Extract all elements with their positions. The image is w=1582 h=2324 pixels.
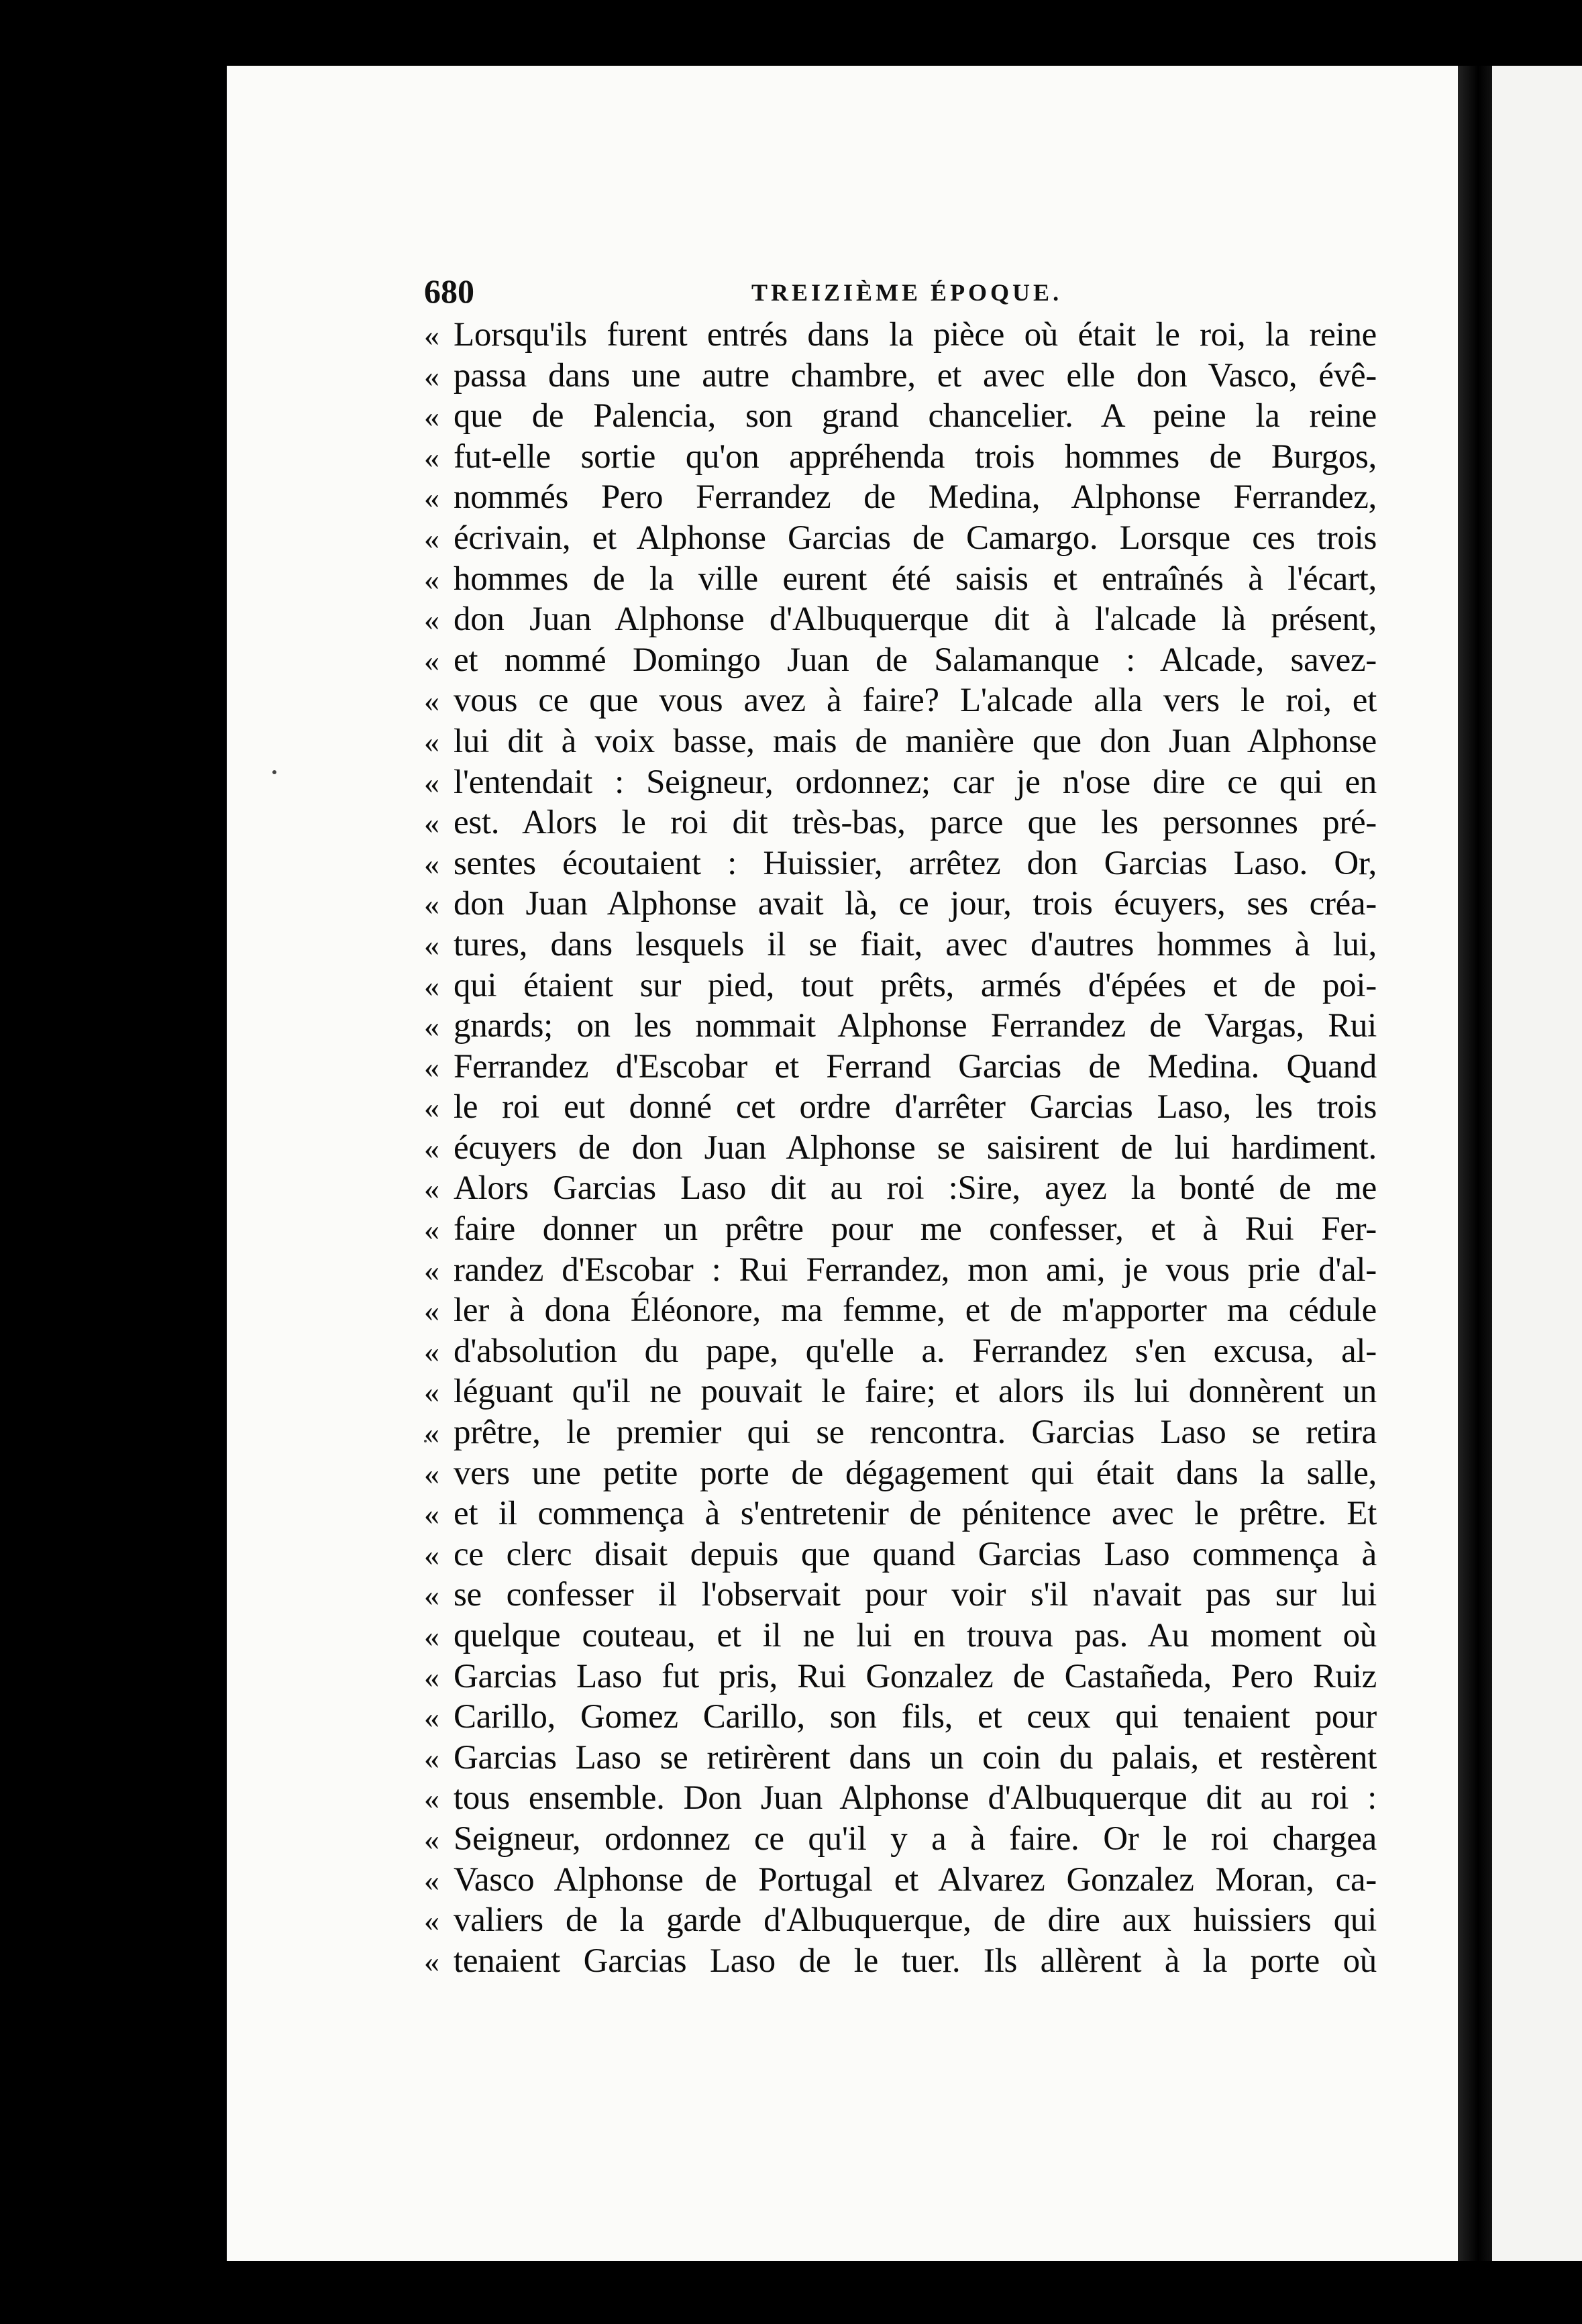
text-line [424,478,1377,519]
text-line [424,1738,1377,1779]
line-text: Ferrandez d'Escobar et Ferrand Garcias de Medina. Quand [454,1047,1377,1086]
quote-mark: « [424,684,439,719]
line-text: gnards; on les nommait Alphonse Ferrandez de Vargas, Rui [454,1007,1377,1045]
quote-mark: « [424,602,439,637]
text-line [424,356,1377,397]
line-text: randez d'Escobar : Rui Ferrandez, mon ami, je vous prie d'al- [454,1251,1377,1289]
quote-mark: « [424,1253,439,1287]
quote-mark: « [424,1130,439,1165]
page-header [424,272,1377,312]
line-text: ler à dona Éléonore, ma femme, et de m'apporter ma cédule [454,1291,1377,1330]
quote-mark: « [424,1781,439,1816]
text-line [424,315,1377,356]
line-text: Alors Garcias Laso dit au roi :Sire, ayez la bonté de me [454,1169,1377,1208]
text-line [424,1210,1377,1251]
line-text: quelque couteau, et il ne lui en trouva pas. Au moment où [454,1617,1377,1654]
text-line [424,1413,1377,1454]
quote-mark: « [424,318,439,352]
quote-mark: « [424,806,439,841]
page-number: 680 [424,272,474,310]
text-line [424,1779,1377,1819]
quote-mark: « [424,1090,439,1125]
text-line [424,1332,1377,1373]
line-text: don Juan Alphonse avait là, ce jour, trois écuyers, ses créa- [454,885,1377,923]
text-line [424,1860,1377,1901]
facing-page-edge [1492,66,1582,2261]
line-text: tures, dans lesquels il se fiait, avec d'autres hommes à lui, [454,925,1377,963]
line-text: le roi eut donné cet ordre d'arrêter Garcias Laso, les trois [454,1088,1377,1126]
text-line [424,763,1377,804]
text-line [424,1942,1377,1983]
text-line [424,844,1377,885]
line-text: ce clerc disait depuis que quand Garcias Laso commença à [454,1535,1377,1573]
text-line [424,884,1377,925]
text-line [424,1088,1377,1128]
line-text: faire donner un prêtre pour me confesser, et à Rui Fer- [454,1210,1377,1249]
quote-mark: « [424,1212,439,1247]
line-text: prêtre, le premier qui se rencontra. Garcias Laso se retira [454,1414,1377,1452]
body-text [424,315,1377,1982]
line-text: tous ensemble. Don Juan Alphonse d'Albuquerque dit au roi : [454,1779,1377,1817]
quote-mark: « [424,846,439,881]
line-text: et nommé Domingo Juan de Salamanque : Alcade, savez- [454,641,1377,679]
line-text: tenaient Garcias Laso de le tuer. Ils allèrent à la porte où [454,1942,1377,1980]
text-line [424,1697,1377,1738]
quote-mark: « [424,1497,439,1532]
running-title: TREIZIÈME ÉPOQUE. [751,279,1063,306]
text-line [424,1616,1377,1657]
text-line [424,641,1377,682]
gutter-shadow [1458,66,1492,2261]
text-line [424,1819,1377,1860]
text-line [424,1575,1377,1616]
quote-mark: « [424,1659,439,1694]
quote-mark: « [424,1619,439,1653]
text-line [424,1128,1377,1169]
text-line [424,437,1377,478]
text-line [424,1251,1377,1291]
line-text: Lorsqu'ils furent entrés dans la pièce où était le roi, la reine [454,316,1377,354]
quote-mark: « [424,927,439,962]
text-line [424,1047,1377,1088]
quote-mark: « [424,439,439,474]
line-text: que de Palencia, son grand chancelier. A peine la reine [454,397,1377,435]
text-line [424,1657,1377,1698]
quote-mark: « [424,968,439,1003]
line-text: Seigneur, ordonnez ce qu'il y a à faire. Or le roi chargea [454,1819,1377,1858]
quote-mark: « [424,1903,439,1938]
quote-mark: « [424,1944,439,1978]
print-speck [272,770,276,774]
quote-mark: « [424,887,439,922]
quote-mark: « [424,1416,439,1450]
line-text: lui dit à voix basse, mais de manière que don Juan Alphonse [454,722,1377,760]
line-text: écuyers de don Juan Alphonse se saisirent de lui hardiment. [454,1128,1377,1167]
line-text: valiers de la garde d'Albuquerque, de dire aux huissiers qui [454,1901,1377,1940]
text-line [424,1291,1377,1332]
line-text: et il commença à s'entretenir de pénitence avec le prêtre. Et [454,1495,1377,1533]
quote-mark: « [424,1578,439,1613]
quote-mark: « [424,1009,439,1044]
quote-mark: « [424,1049,439,1084]
line-text: vers une petite porte de dégagement qui était dans la salle, [454,1454,1377,1492]
quote-mark: « [424,1740,439,1775]
text-line [424,1535,1377,1576]
quote-mark: « [424,1375,439,1410]
quote-mark: « [424,1821,439,1856]
line-text: fut-elle sortie qu'on appréhenda trois hommes de Burgos, [454,437,1377,476]
line-text: est. Alors le roi dit très-bas, parce que les personnes pré- [454,804,1377,842]
line-text: Vasco Alphonse de Portugal et Alvarez Gonzalez Moran, ca- [454,1860,1377,1899]
line-text: sentes écoutaient : Huissier, arrêtez don Garcias Laso. Or, [454,844,1377,882]
text-line [424,681,1377,722]
text-line [424,803,1377,844]
quote-mark: « [424,1293,439,1328]
line-text: Carillo, Gomez Carillo, son fils, et ceux qui tenaient pour [454,1698,1377,1736]
quote-mark: « [424,480,439,515]
text-line [424,1454,1377,1495]
text-line [424,560,1377,600]
text-line [424,519,1377,560]
line-text: Garcias Laso se retirèrent dans un coin du palais, et restèrent [454,1738,1377,1777]
quote-mark: « [424,399,439,434]
quote-mark: « [424,765,439,800]
text-line [424,925,1377,966]
line-text: Garcias Laso fut pris, Rui Gonzalez de Castañeda, Pero Ruiz [454,1657,1377,1695]
text-line [424,966,1377,1007]
line-text: passa dans une autre chambre, et avec elle don Vasco, évê- [454,356,1377,394]
quote-mark: « [424,643,439,678]
line-text: se confesser il l'observait pour voir s'il n'avait pas sur lui [454,1576,1377,1614]
text-line [424,722,1377,763]
quote-mark: « [424,1456,439,1491]
quote-mark: « [424,1334,439,1369]
text-line [424,1372,1377,1413]
quote-mark: « [424,724,439,759]
line-text: d'absolution du pape, qu'elle a. Ferrandez s'en excusa, al- [454,1332,1377,1370]
line-text: qui étaient sur pied, tout prêts, armés d'épées et de poi- [454,966,1377,1004]
quote-mark: « [424,1700,439,1735]
text-line [424,1901,1377,1942]
text-line [424,397,1377,437]
text-line [424,600,1377,641]
line-text: vous ce que vous avez à faire? L'alcade alla vers le roi, et [454,682,1377,720]
line-text: léguant qu'il ne pouvait le faire; et alors ils lui donnèrent un [454,1373,1377,1411]
line-text: hommes de la ville eurent été saisis et entraînés à l'écart, [454,560,1377,598]
line-text: don Juan Alphonse d'Albuquerque dit à l'alcade là présent, [454,600,1377,639]
line-text: écrivain, et Alphonse Garcias de Camargo. Lorsque ces trois [454,519,1377,557]
text-line [424,1169,1377,1210]
line-text: l'entendait : Seigneur, ordonnez; car je n'ose dire ce qui en [454,763,1377,801]
quote-mark: « [424,1537,439,1572]
quote-mark: « [424,1862,439,1897]
quote-mark: « [424,1171,439,1206]
quote-mark: « [424,358,439,393]
quote-mark: « [424,521,439,556]
text-line [424,1494,1377,1535]
quote-mark: « [424,562,439,596]
line-text: nommés Pero Ferrandez de Medina, Alphonse Ferrandez, [454,478,1377,517]
text-line [424,1006,1377,1047]
